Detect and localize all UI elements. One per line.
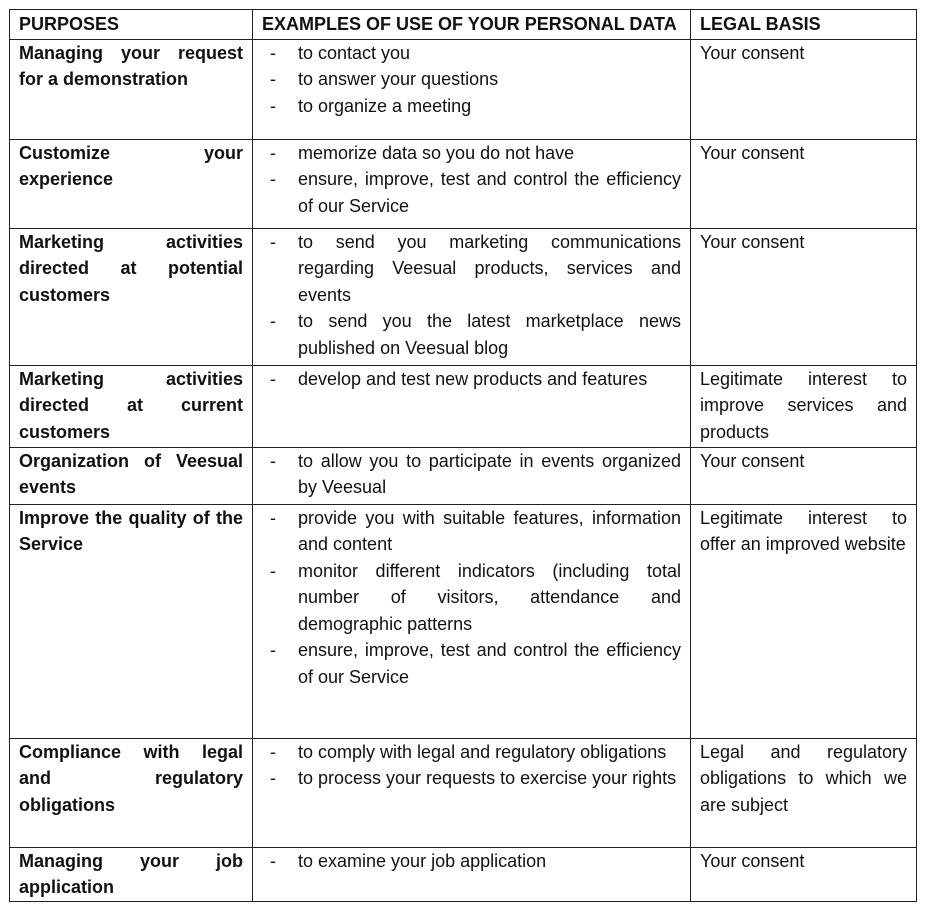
purpose-cell: Compliance with legal and regulatory obligations	[10, 738, 253, 847]
examples-list	[262, 448, 681, 501]
table-row	[10, 738, 917, 847]
legal-basis-cell: Your consent	[691, 39, 917, 139]
table-row	[10, 365, 917, 447]
purpose-cell: Marketing activities directed at current customers	[10, 365, 253, 447]
table-row	[10, 39, 917, 139]
examples-cell	[253, 738, 691, 847]
example-item: - ensure, improve, test and control the efficiency of our Service	[262, 637, 681, 690]
example-item: - develop and test new products and features	[262, 366, 681, 393]
examples-list	[262, 848, 681, 875]
example-item: - memorize data so you do not have	[262, 140, 681, 167]
purpose-cell: Improve the quality of the Service	[10, 504, 253, 738]
table-row	[10, 228, 917, 365]
table-row	[10, 847, 917, 901]
header-examples: EXAMPLES OF USE OF YOUR PERSONAL DATA	[253, 10, 691, 40]
table-row	[10, 447, 917, 504]
legal-basis-cell: Legitimate interest to offer an improved website	[691, 504, 917, 738]
example-item: - to send you the latest marketplace news published on Veesual blog	[262, 308, 681, 361]
legal-basis-cell: Legal and regulatory obligations to which we are subject	[691, 738, 917, 847]
examples-list	[262, 40, 681, 120]
example-item: - to organize a meeting	[262, 93, 681, 120]
examples-cell	[253, 847, 691, 901]
personal-data-purposes-table	[9, 9, 917, 902]
table-row	[10, 139, 917, 228]
legal-basis-cell: Your consent	[691, 447, 917, 504]
examples-cell	[253, 504, 691, 738]
example-item: - to contact you	[262, 40, 681, 67]
example-item: - to examine your job application	[262, 848, 681, 875]
header-legal-basis: LEGAL BASIS	[691, 10, 917, 40]
example-item: - to process your requests to exercise your rights	[262, 765, 681, 792]
purpose-cell: Managing your request for a demonstration	[10, 39, 253, 139]
table-row	[10, 504, 917, 738]
examples-cell	[253, 139, 691, 228]
purpose-cell: Managing your job application	[10, 847, 253, 901]
examples-list	[262, 140, 681, 220]
example-item: - to answer your questions	[262, 66, 681, 93]
example-item: - to send you marketing communications regarding Veesual products, services and events	[262, 229, 681, 309]
example-item: - ensure, improve, test and control the efficiency of our Service	[262, 166, 681, 219]
legal-basis-cell: Your consent	[691, 847, 917, 901]
examples-list	[262, 366, 681, 393]
examples-list	[262, 505, 681, 691]
table-header-row	[10, 10, 917, 40]
header-purposes: PURPOSES	[10, 10, 253, 40]
example-item: - to allow you to participate in events organized by Veesual	[262, 448, 681, 501]
purpose-cell: Marketing activities directed at potential customers	[10, 228, 253, 365]
example-item: - to comply with legal and regulatory obligations	[262, 739, 681, 766]
examples-list	[262, 739, 681, 792]
legal-basis-cell: Legitimate interest to improve services and products	[691, 365, 917, 447]
purpose-cell: Customize your experience	[10, 139, 253, 228]
examples-list	[262, 229, 681, 362]
legal-basis-cell: Your consent	[691, 139, 917, 228]
examples-cell	[253, 365, 691, 447]
examples-cell	[253, 228, 691, 365]
example-item: - provide you with suitable features, information and content	[262, 505, 681, 558]
purpose-cell: Organization of Veesual events	[10, 447, 253, 504]
examples-cell	[253, 447, 691, 504]
example-item: - monitor different indicators (including total number of visitors, attendance and demographic patterns	[262, 558, 681, 638]
examples-cell	[253, 39, 691, 139]
legal-basis-cell: Your consent	[691, 228, 917, 365]
